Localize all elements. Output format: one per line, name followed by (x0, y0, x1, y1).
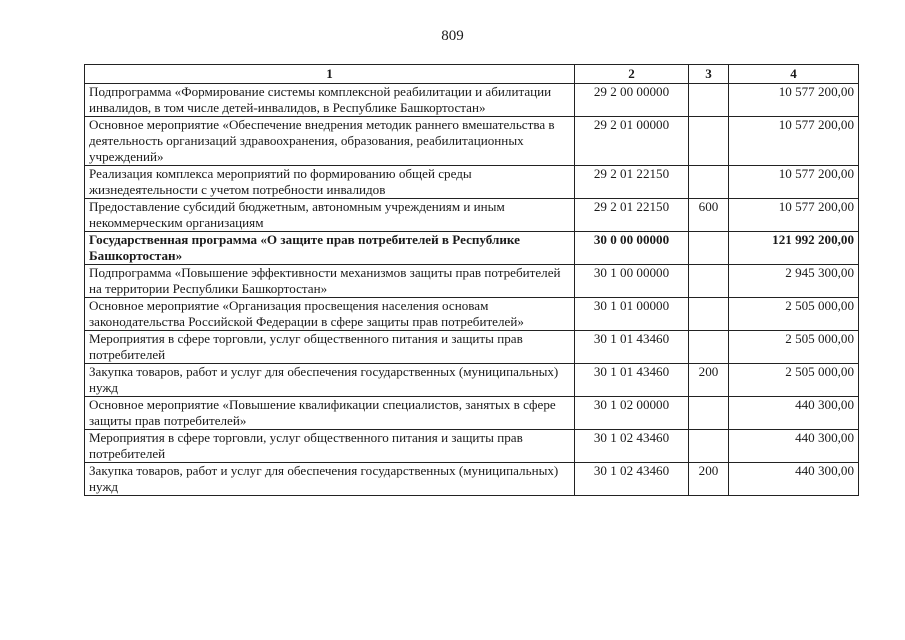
row-code: 30 1 02 43460 (575, 430, 689, 463)
row-code: 30 1 01 43460 (575, 364, 689, 397)
row-name: Основное мероприятие «Обеспечение внедрения методик раннего вмешательства в деятельность организаций здравоохранения, образования, реабилитационных учреждений» (85, 117, 575, 166)
row-sum: 121 992 200,00 (729, 232, 859, 265)
row-name: Мероприятия в сфере торговли, услуг общественного питания и защиты прав потребителей (85, 331, 575, 364)
row-name: Предоставление субсидий бюджетным, автономным учреждениям и иным некоммерческим организациям (85, 199, 575, 232)
row-expense-type (689, 117, 729, 166)
row-expense-type (689, 232, 729, 265)
row-code: 29 2 01 22150 (575, 199, 689, 232)
row-code: 30 1 02 43460 (575, 463, 689, 496)
row-expense-type (689, 331, 729, 364)
row-code: 30 1 01 43460 (575, 331, 689, 364)
table-row (85, 199, 859, 232)
row-sum: 10 577 200,00 (729, 166, 859, 199)
row-name: Основное мероприятие «Повышение квалификации специалистов, занятых в сфере защиты прав потребителей» (85, 397, 575, 430)
column-header-4: 4 (729, 65, 859, 84)
row-expense-type (689, 397, 729, 430)
table-row (85, 463, 859, 496)
table-header-row (85, 65, 859, 84)
row-expense-type (689, 265, 729, 298)
budget-table (84, 64, 859, 496)
table-row (85, 298, 859, 331)
table-row-program (85, 232, 859, 265)
row-name: Подпрограмма «Формирование системы комплексной реабилитации и абилитации инвалидов, в том числе детей-инвалидов, в Республике Башкортостан» (85, 84, 575, 117)
row-name: Реализация комплекса мероприятий по формированию общей среды жизнедеятельности с учетом потребности инвалидов (85, 166, 575, 199)
column-header-1: 1 (85, 65, 575, 84)
table-row (85, 265, 859, 298)
row-expense-type: 200 (689, 463, 729, 496)
table-row (85, 166, 859, 199)
row-sum: 10 577 200,00 (729, 117, 859, 166)
row-name: Государственная программа «О защите прав потребителей в Республике Башкортостан» (85, 232, 575, 265)
table-row (85, 84, 859, 117)
row-code: 30 1 02 00000 (575, 397, 689, 430)
row-sum: 440 300,00 (729, 430, 859, 463)
row-expense-type (689, 298, 729, 331)
row-name: Основное мероприятие «Организация просвещения населения основам законодательства Российской Федерации в сфере защиты прав потребителей» (85, 298, 575, 331)
page-number: 809 (441, 28, 464, 44)
row-code: 29 2 01 00000 (575, 117, 689, 166)
row-expense-type (689, 166, 729, 199)
row-sum: 2 945 300,00 (729, 265, 859, 298)
row-sum: 10 577 200,00 (729, 84, 859, 117)
row-code: 30 0 00 00000 (575, 232, 689, 265)
row-expense-type: 600 (689, 199, 729, 232)
row-code: 29 2 01 22150 (575, 166, 689, 199)
table-row (85, 117, 859, 166)
row-code: 30 1 01 00000 (575, 298, 689, 331)
table-row (85, 430, 859, 463)
row-sum: 2 505 000,00 (729, 298, 859, 331)
row-sum: 440 300,00 (729, 463, 859, 496)
row-name: Закупка товаров, работ и услуг для обеспечения государственных (муниципальных) нужд (85, 364, 575, 397)
row-expense-type: 200 (689, 364, 729, 397)
row-name: Закупка товаров, работ и услуг для обеспечения государственных (муниципальных) нужд (85, 463, 575, 496)
row-sum: 2 505 000,00 (729, 331, 859, 364)
row-sum: 440 300,00 (729, 397, 859, 430)
column-header-2: 2 (575, 65, 689, 84)
row-name: Подпрограмма «Повышение эффективности механизмов защиты прав потребителей на территории Республики Башкортостан» (85, 265, 575, 298)
table-row (85, 331, 859, 364)
row-expense-type (689, 84, 729, 117)
column-header-3: 3 (689, 65, 729, 84)
row-code: 29 2 00 00000 (575, 84, 689, 117)
table-row (85, 364, 859, 397)
row-sum: 10 577 200,00 (729, 199, 859, 232)
row-sum: 2 505 000,00 (729, 364, 859, 397)
row-name: Мероприятия в сфере торговли, услуг общественного питания и защиты прав потребителей (85, 430, 575, 463)
row-expense-type (689, 430, 729, 463)
row-code: 30 1 00 00000 (575, 265, 689, 298)
table-row (85, 397, 859, 430)
